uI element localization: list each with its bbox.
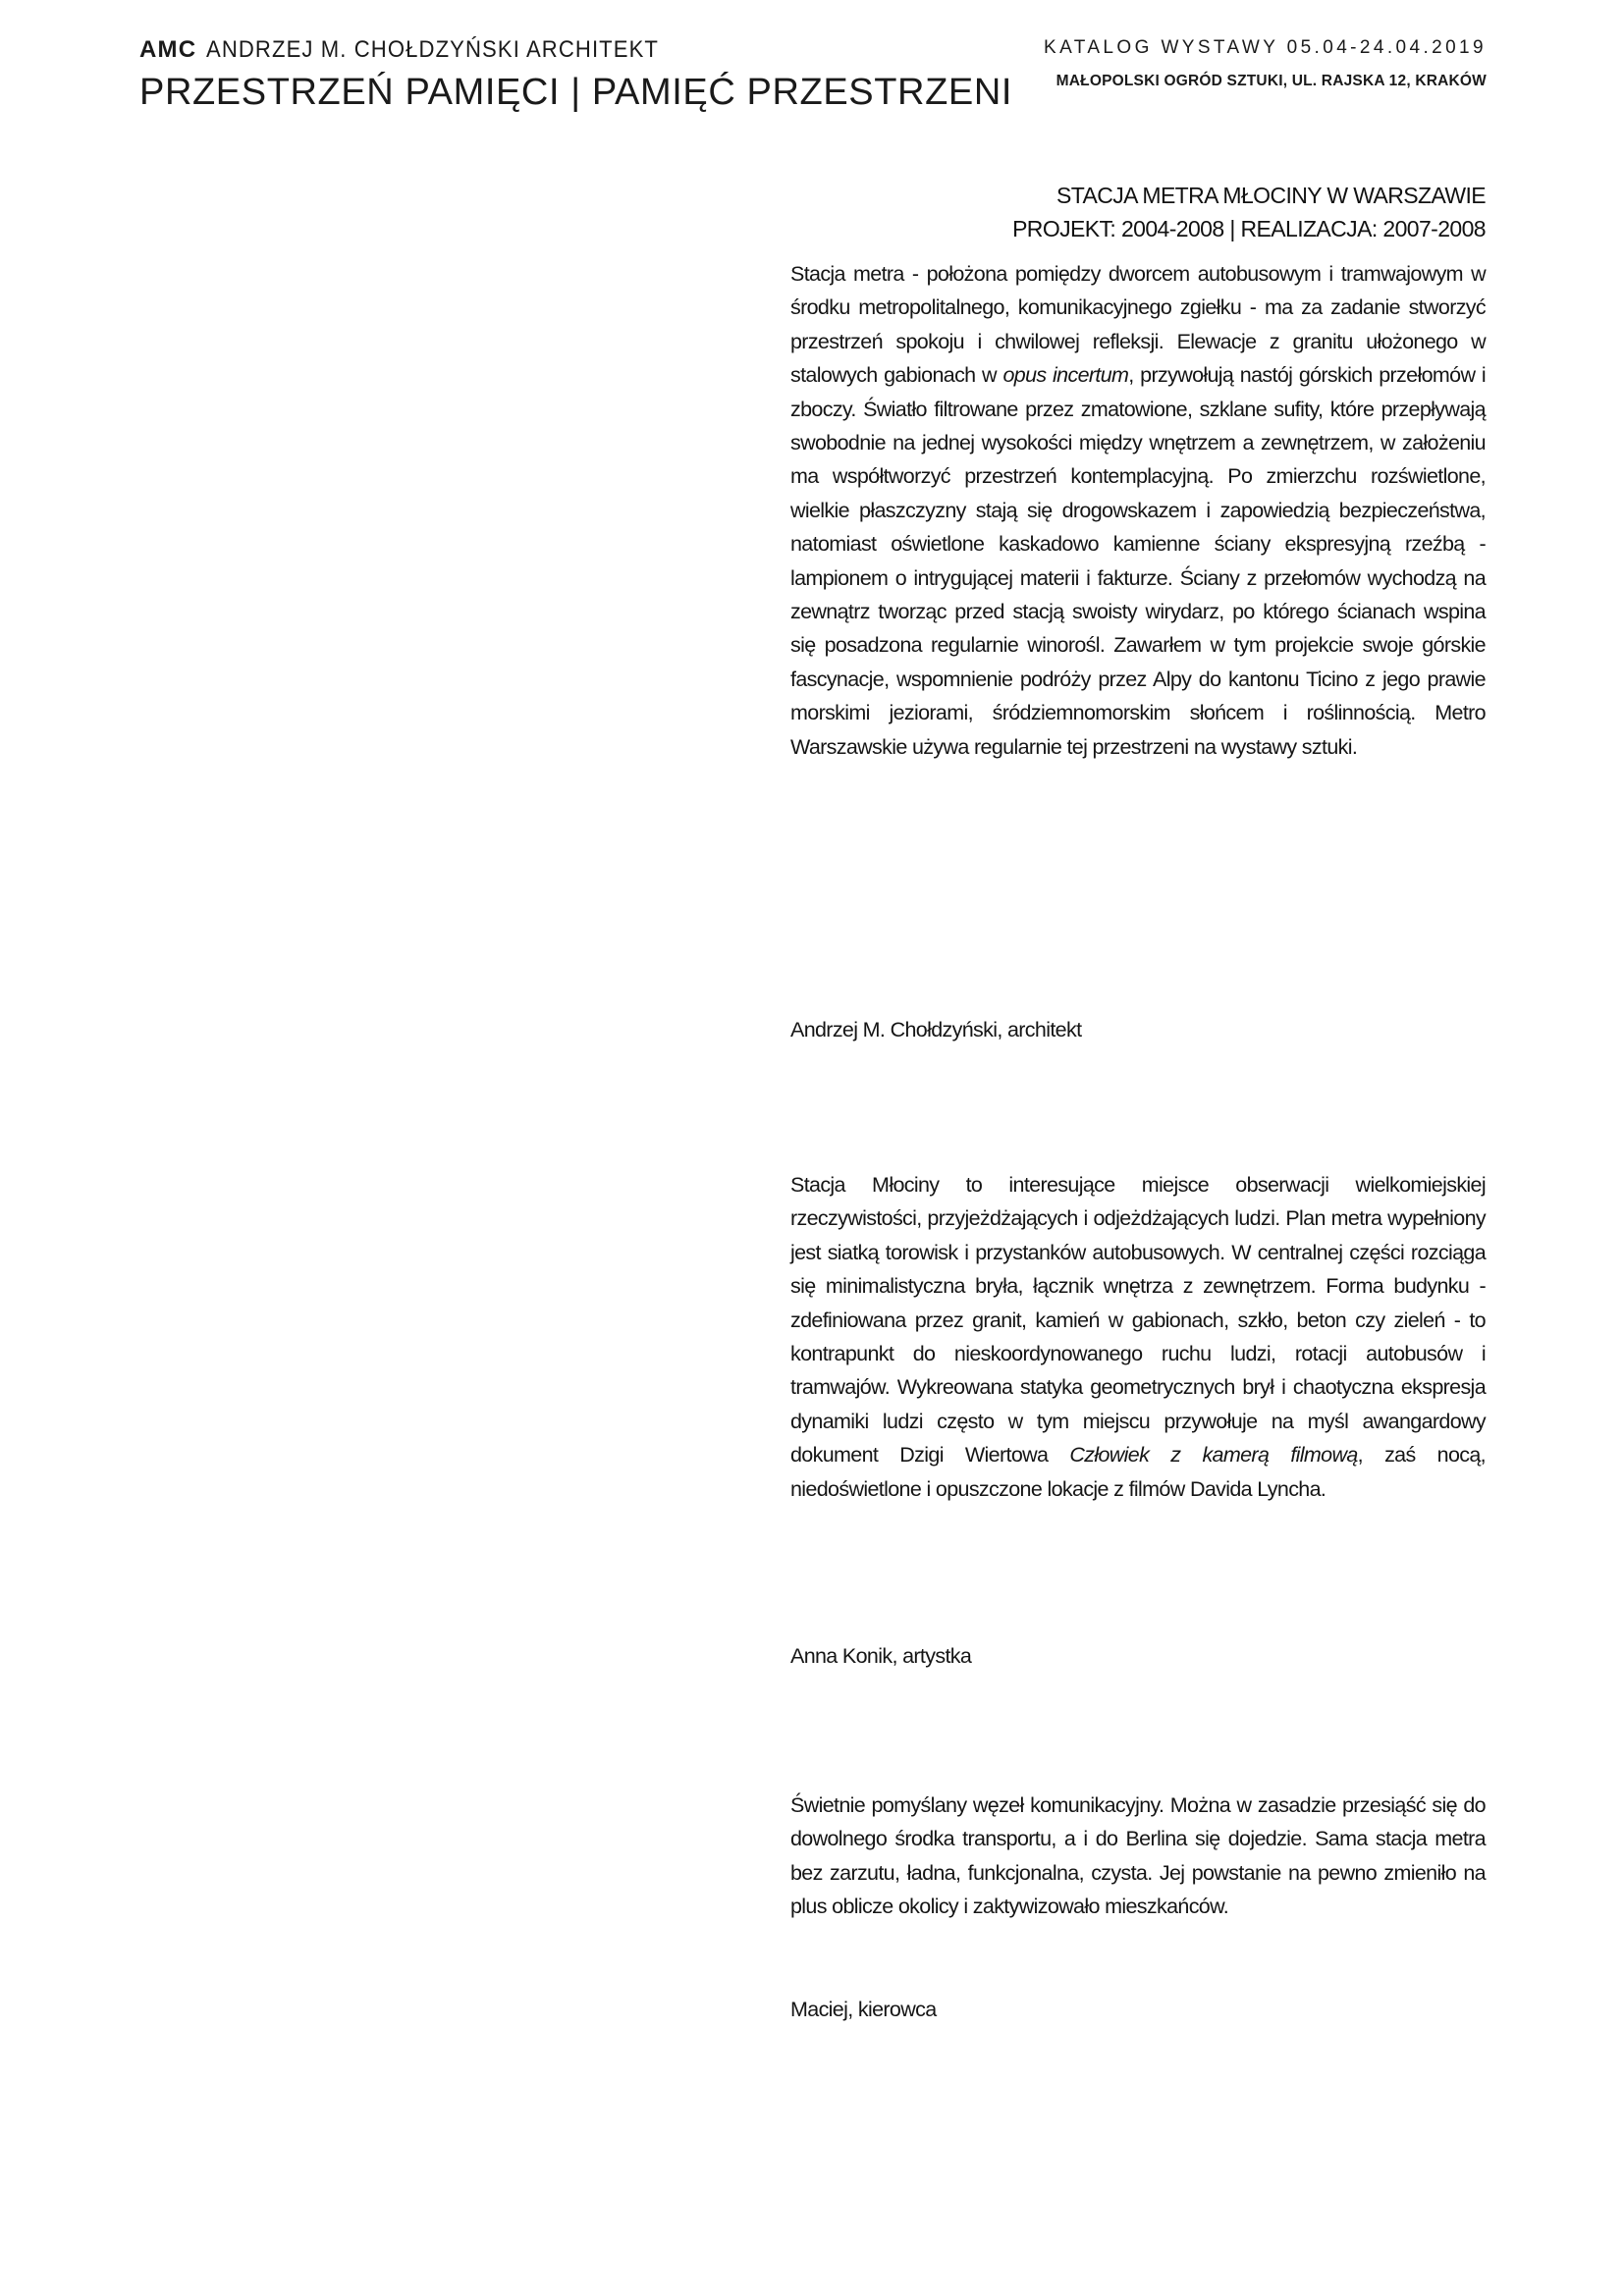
artist-statement bbox=[790, 1168, 1486, 1506]
header-left bbox=[139, 35, 1013, 114]
architect-statement bbox=[790, 257, 1486, 764]
text-segment: Świetnie pomyślany węzeł komunikacyjny. Można w zasadzie przesiąść się do dowolnego środka transportu, a i do Berlina się dojedzie. Sama stacja metra bez zarzutu, ładna, funkcjonalna, czysta. Jej powstanie na pewno zmieniło na plus oblicze okolicy i zaktywizowało mieszkańców. bbox=[790, 1793, 1486, 1919]
text-segment: Stacja Młociny to interesujące miejsce obserwacji wielkomiejskiej rzeczywistości, przyjeżdżających i odjeżdżających ludzi. Plan metra wypełniony jest siatką torowisk i przystanków autobusowych. W centralnej części rozciąga się minimalistyczna bryła, łącznik wnętrza z zewnętrzem. Forma budynku - zdefiniowana przez granit, kamień w gabionach, szkło, beton czy zieleń - to kontrapunkt do nieskoordynowanego ruchu ludzi, rotacji autobusów i tramwajów. Wykreowana statyka geometrycznych brył i chaotyczna ekspresja dynamiki ludzi często w tym miejscu przywołuje na myśl awangardowy dokument Dzigi Wiertowa bbox=[790, 1173, 1486, 1468]
project-heading bbox=[779, 179, 1486, 245]
text-emphasis: Człowiek z kamerą filmową bbox=[1069, 1443, 1358, 1468]
project-name: STACJA METRA MŁOCINY W WARSZAWIE bbox=[1056, 183, 1486, 208]
driver-statement bbox=[790, 1789, 1486, 1924]
exhibition-title: PRZESTRZEŃ PAMIĘCI | PAMIĘĆ PRZESTRZENI bbox=[139, 72, 1013, 113]
project-dates: PROJEKT: 2004-2008 | REALIZACJA: 2007-2008 bbox=[1012, 216, 1486, 241]
driver-signature: Maciej, kierowca bbox=[790, 1998, 937, 2021]
architect-signature: Andrzej M. Chołdzyński, architekt bbox=[790, 1018, 1082, 1041]
header-right bbox=[937, 35, 1487, 92]
brand-line bbox=[139, 35, 905, 65]
text-segment: Stacja metra - położona pomiędzy dworcem autobusowym i tramwajowym w środku metropolitalnego, komunikacyjnego zgiełku - ma za zadanie stworzyć przestrzeń spokoju i chwilowej refleksji. Elewacje z granitu ułożonego w stalowych gabionach w bbox=[790, 262, 1486, 388]
brand-logo-mark: AMC bbox=[139, 36, 197, 63]
text-segment: , przywołują nastój górskich przełomów i zboczy. Światło filtrowane przez zmatowione, szklane sufity, które przepływają swobodnie na jednej wysokości między wnętrzem a zewnętrzem, w założeniu ma współtworzyć przestrzeń kontemplacyjną. Po zmierzchu rozświetlone, wielkie płaszczyzny stają się drogowskazem i zapowiedzią bezpieczeństwa, natomiast oświetlone kaskadowo kamienne ściany ekspresyjną rzeźbą - lampionem o intrygującej materii i fakturze. Ściany z przełomów wychodzą na zewnątrz tworząc przed stacją swoisty wirydarz, po którego ścianach wspina się posadzona regularnie winorośl. Zawarłem w tym projekcie swoje górskie fascynacje, wspomnienie podróży przez Alpy do kantonu Ticino z jego prawie morskimi jeziorami, śródziemnomorskim słońcem i roślinnością. Metro Warszawskie używa regularnie tej przestrzeni na wystawy sztuki. bbox=[790, 363, 1487, 759]
artist-signature: Anna Konik, artystka bbox=[790, 1644, 972, 1668]
text-segment: , zaś nocą, niedoświetlone i opuszczone lokacje z filmów Davida Lyncha. bbox=[790, 1443, 1486, 1501]
brand-name: ANDRZEJ M. CHOŁDZYŃSKI ARCHITEKT bbox=[206, 36, 660, 63]
venue-address: MAŁOPOLSKI OGRÓD SZTUKI, UL. RAJSKA 12, KRAKÓW bbox=[1056, 73, 1487, 89]
text-emphasis: opus incertum bbox=[1002, 363, 1129, 388]
catalog-dates: KATALOG WYSTAWY 05.04-24.04.2019 bbox=[1044, 37, 1487, 58]
